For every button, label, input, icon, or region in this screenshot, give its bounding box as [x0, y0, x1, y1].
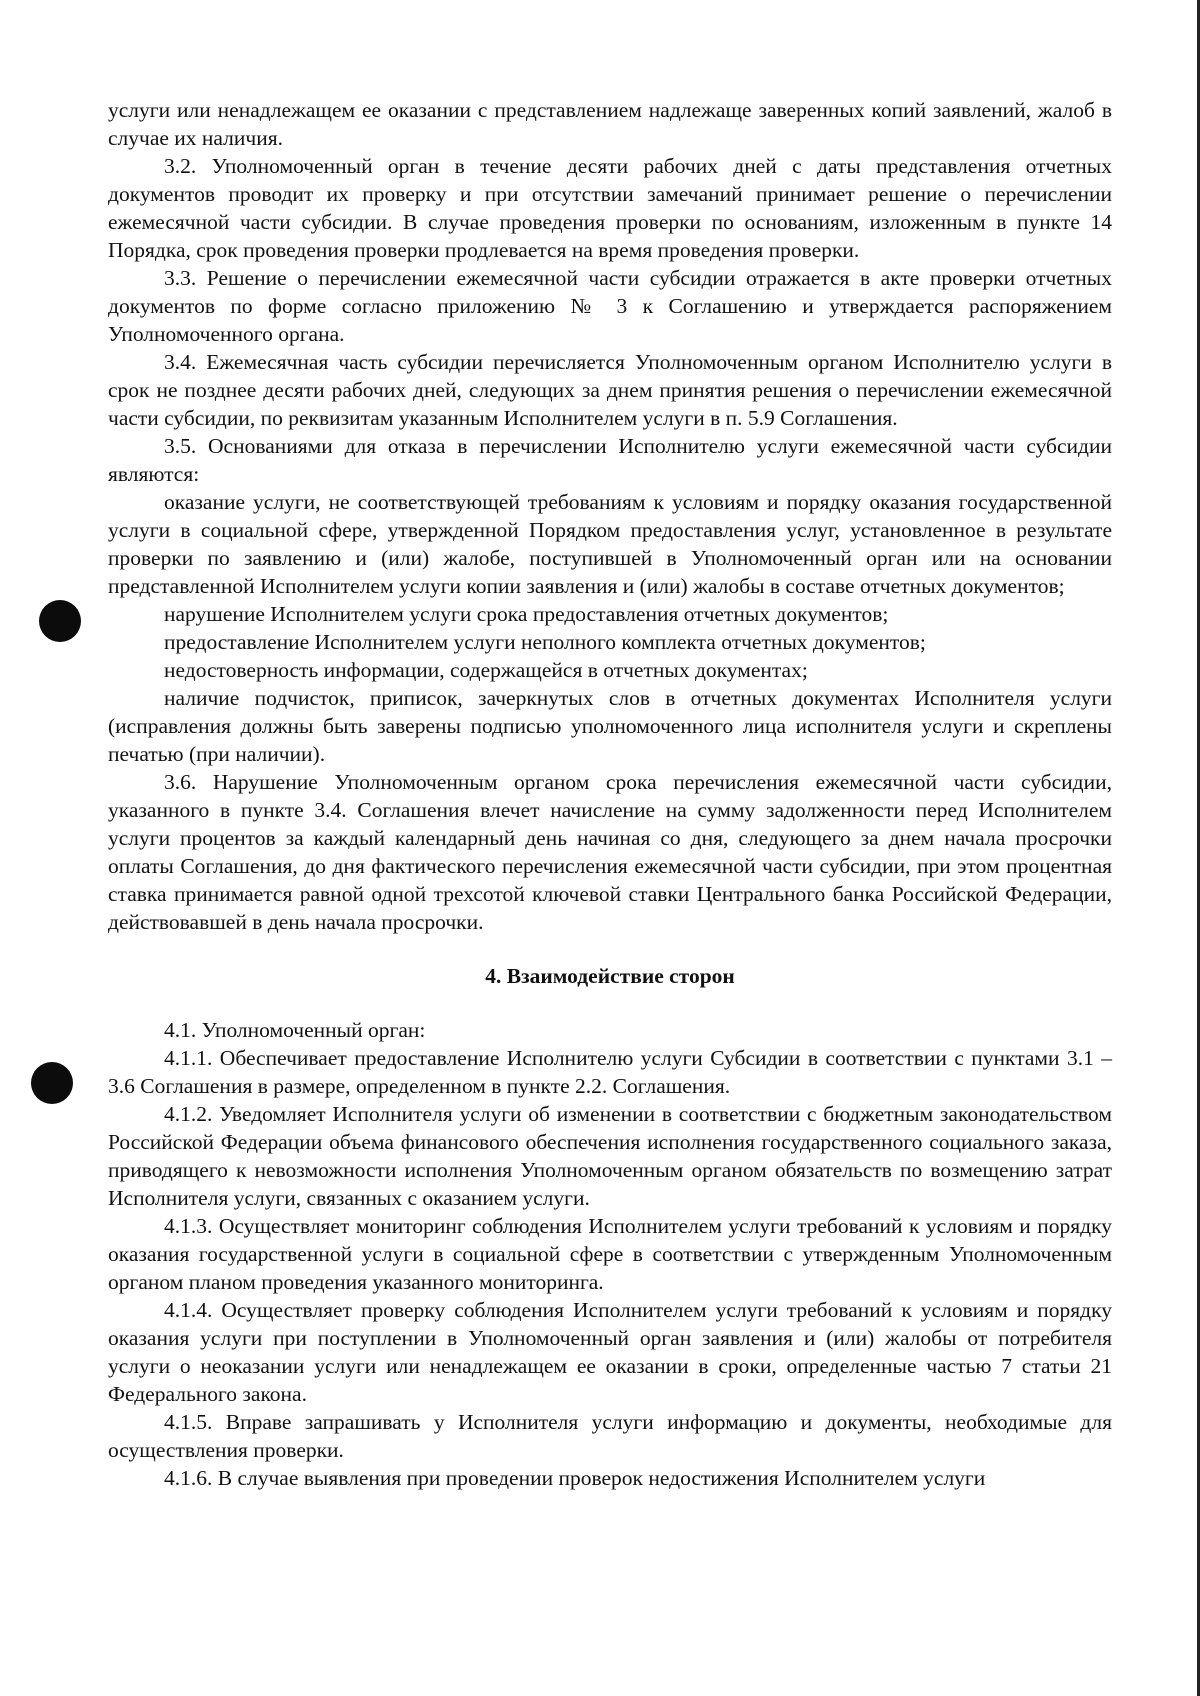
paragraph-3-6: 3.6. Нарушение Уполномоченным органом срока перечисления ежемесячной части субсидии, указанного в пункте 3.4. Соглашения влечет начисление на сумму задолженности перед Исполнителем услуги процентов за каждый календарный день начиная со дня, следующего за днем начала просрочки оплаты Соглашения, до дня фактического перечисления ежемесячной части субсидии, при этом процентная ставка принимается равной одной трехсотой ключевой ставки Центрального банка Российской Федерации, действовавшей в день начала просрочки.	[108, 770, 1112, 934]
paragraph-4-1-6: 4.1.6. В случае выявления при проведении проверок недостижения Исполнителем услуги	[164, 1466, 986, 1490]
paragraph-3-2: 3.2. Уполномоченный орган в течение десяти рабочих дней с даты представления отчетных документов проводит их проверку и при отсутствии замечаний принимает решение о перечислении ежемесячной части субсидии. В случае проведения проверки по основаниям, изложенным в пункте 14 Порядка, срок проведения проверки продлевается на время проведения проверки.	[108, 154, 1112, 262]
refusal-ground-3: предоставление Исполнителем услуги неполного комплекта отчетных документов;	[164, 630, 926, 654]
paragraph-3-5: 3.5. Основаниями для отказа в перечислении Исполнителю услуги ежемесячной части субсидии являются:	[108, 434, 1112, 486]
refusal-ground-4: недостоверность информации, содержащейся в отчетных документах;	[164, 658, 808, 682]
paragraph-4-1: 4.1. Уполномоченный орган:	[164, 1018, 426, 1042]
punch-hole-top	[39, 600, 81, 642]
paragraph-4-1-2: 4.1.2. Уведомляет Исполнителя услуги об изменении в соответствии с бюджетным законодательством Российской Федерации объема финансового обеспечения исполнения государственного социального заказа, приводящего к невозможности исполнения Уполномоченным органом обязательств по возмещению затрат Исполнителя услуги, связанных с оказанием услуги.	[108, 1102, 1112, 1210]
punch-hole-bottom	[31, 1062, 73, 1104]
paragraph-continuation: услуги или ненадлежащем ее оказании с представлением надлежаще заверенных копий заявлений, жалоб в случае их наличия.	[108, 98, 1112, 150]
paragraph-3-3: 3.3. Решение о перечислении ежемесячной части субсидии отражается в акте проверки отчетных документов по форме согласно приложению № 3 к Соглашению и утверждается распоряжением Уполномоченного органа.	[108, 266, 1112, 346]
paragraph-3-4: 3.4. Ежемесячная часть субсидии перечисляется Уполномоченным органом Исполнителю услуги в срок не позднее десяти рабочих дней, следующих за днем принятия решения о перечислении ежемесячной части субсидии, по реквизитам указанным Исполнителем услуги в п. 5.9 Соглашения.	[108, 350, 1112, 430]
refusal-ground-2: нарушение Исполнителем услуги срока предоставления отчетных документов;	[164, 602, 889, 626]
refusal-ground-5: наличие подчисток, приписок, зачеркнутых слов в отчетных документах Исполнителя услуги (исправления должны быть заверены подписью уполномоченного лица исполнителя услуги и скреплены печатью (при наличии).	[108, 686, 1112, 766]
paragraph-4-1-1: 4.1.1. Обеспечивает предоставление Исполнителю услуги Субсидии в соответствии с пунктами 3.1 – 3.6 Соглашения в размере, определенном в пункте 2.2. Соглашения.	[108, 1046, 1112, 1098]
paragraph-4-1-3: 4.1.3. Осуществляет мониторинг соблюдения Исполнителем услуги требований к условиям и порядку оказания государственной услуги в социальной сфере в соответствии с утвержденным Уполномоченным органом планом проведения указанного мониторинга.	[108, 1214, 1112, 1294]
paragraph-4-1-4: 4.1.4. Осуществляет проверку соблюдения Исполнителем услуги требований к условиям и порядку оказания услуги при поступлении в Уполномоченный орган заявления и (или) жалобы от потребителя услуги о неоказании услуги или ненадлежащем ее оказании в сроки, определенные частью 7 статьи 21 Федерального закона.	[108, 1298, 1112, 1406]
document-page	[108, 96, 1112, 1492]
refusal-ground-1: оказание услуги, не соответствующей требованиям к условиям и порядку оказания государственной услуги в социальной сфере, утвержденной Порядком предоставления услуг, установленное в результате проверки по заявлению и (или) жалобе, поступившей в Уполномоченный орган или на основании представленной Исполнителем услуги копии заявления и (или) жалобы в составе отчетных документов;	[108, 490, 1112, 598]
paragraph-4-1-5: 4.1.5. Вправе запрашивать у Исполнителя услуги информацию и документы, необходимые для осуществления проверки.	[108, 1410, 1112, 1462]
section-heading: 4. Взаимодействие сторон	[485, 964, 735, 988]
